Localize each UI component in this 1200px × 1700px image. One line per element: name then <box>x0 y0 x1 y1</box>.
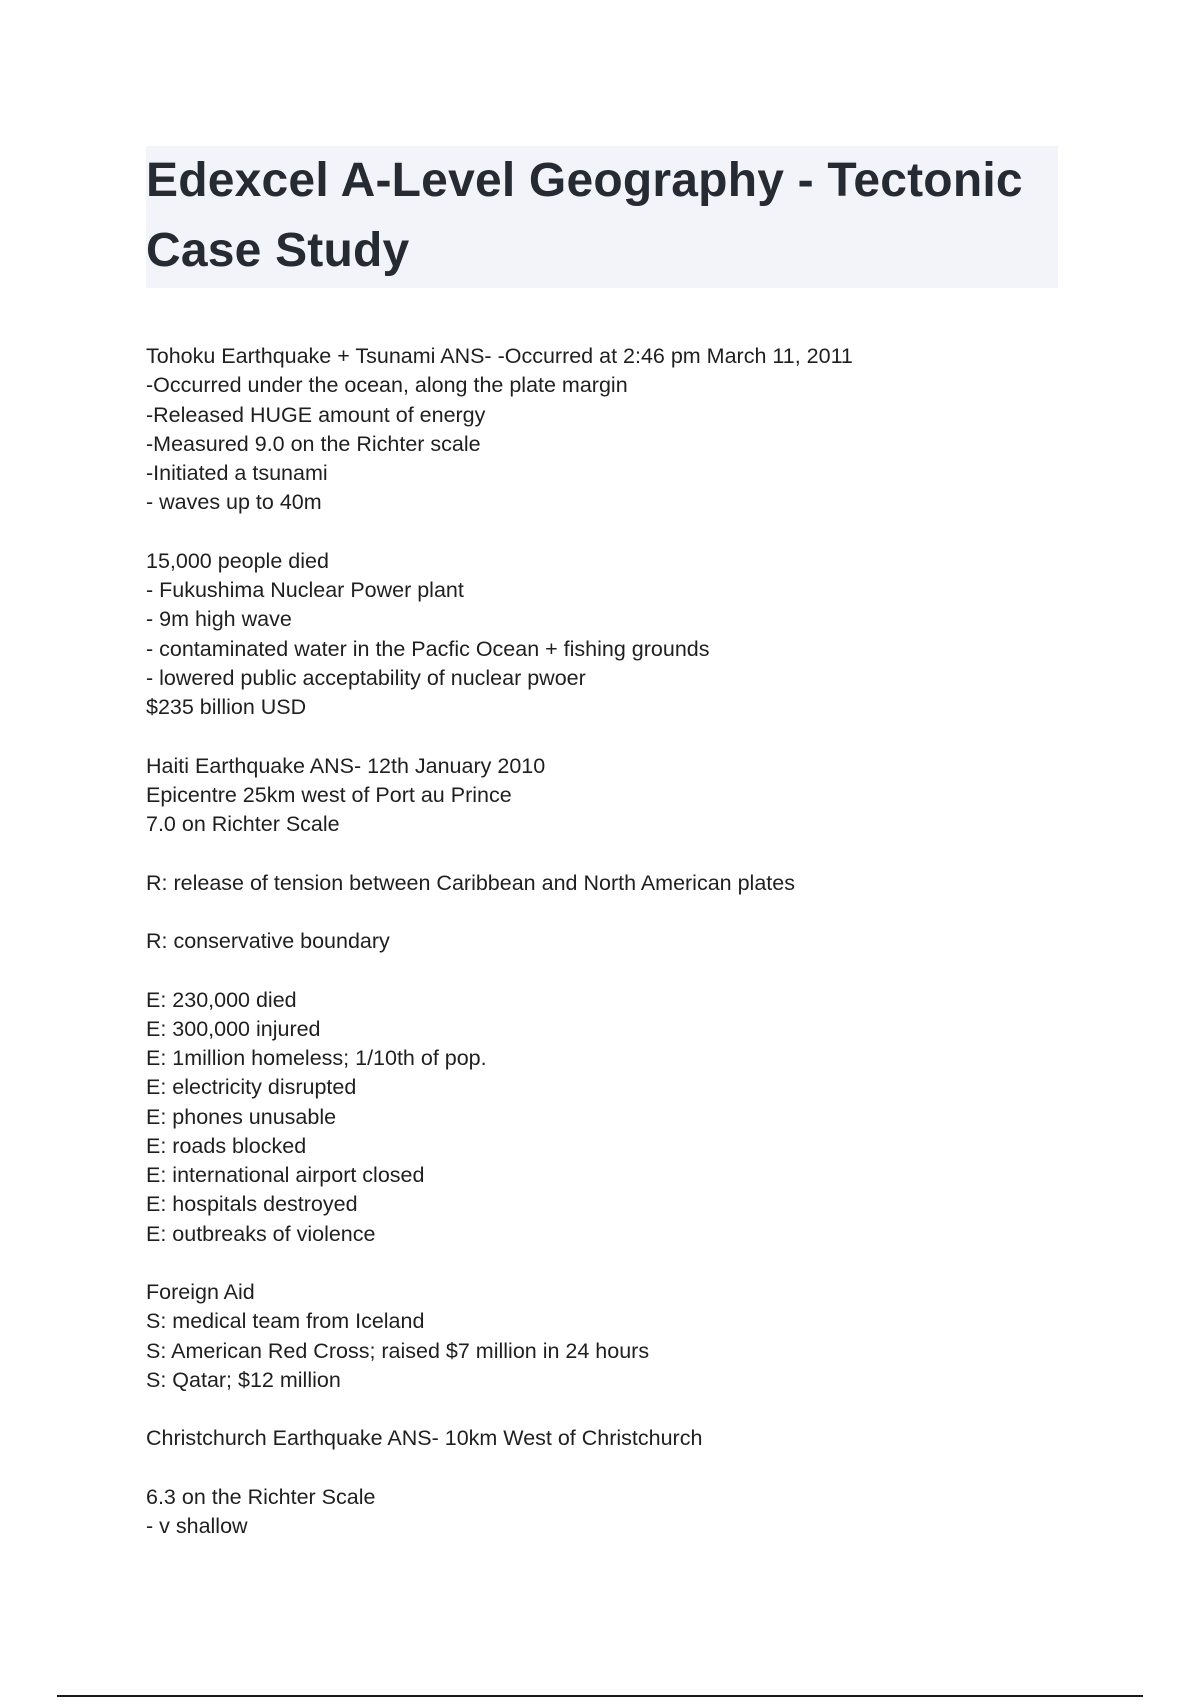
text-line: -Released HUGE amount of energy <box>146 402 486 427</box>
blank-line <box>146 518 1076 547</box>
blank-line <box>146 898 1076 927</box>
text-line: S: medical team from Iceland <box>146 1309 425 1334</box>
blank-line <box>146 956 1076 985</box>
text-line: 6.3 on the Richter Scale <box>146 1484 376 1509</box>
text-line: S: Qatar; $12 million <box>146 1367 341 1392</box>
text-line: R: release of tension between Caribbean and North American plates <box>146 870 795 895</box>
text-line: - lowered public acceptability of nuclear pwoer <box>146 665 586 690</box>
text-line: E: international airport closed <box>146 1163 425 1187</box>
text-line: 15,000 people died <box>146 548 329 573</box>
blank-line <box>146 1454 1076 1483</box>
text-line: E: roads blocked <box>146 1133 307 1158</box>
text-line: -Initiated a tsunami <box>146 461 328 485</box>
text-line: E: hospitals destroyed <box>146 1192 358 1217</box>
text-line: R: conservative boundary <box>146 929 390 953</box>
blank-line <box>146 1249 1076 1278</box>
text-line: - Fukushima Nuclear Power plant <box>146 578 464 602</box>
text-line: E: outbreaks of violence <box>146 1221 376 1246</box>
text-line: - v shallow <box>146 1514 248 1538</box>
text-line: - 9m high wave <box>146 607 292 632</box>
text-line: S: American Red Cross; raised $7 million in 24 hours <box>146 1338 650 1363</box>
text-line: E: electricity disrupted <box>146 1075 357 1100</box>
text-line: Tohoku Earthquake + Tsunami ANS- -Occurred at 2:46 pm March 11, 2011 <box>146 344 853 368</box>
text-line: Epicentre 25km west of Port au Prince <box>146 782 512 807</box>
text-line: E: 1million homeless; 1/10th of pop. <box>146 1046 487 1070</box>
document-body <box>146 342 1076 1541</box>
page-title: Edexcel A-Level Geography - Tectonic Case Study <box>146 154 1023 277</box>
blank-line <box>146 839 1076 868</box>
text-line: Christchurch Earthquake ANS- 10km West of Christchurch <box>146 1426 703 1451</box>
text-line: 7.0 on Richter Scale <box>146 812 340 836</box>
text-line: Haiti Earthquake ANS- 12th January 2010 <box>146 753 546 778</box>
text-line: $235 billion USD <box>146 695 307 719</box>
text-line: -Measured 9.0 on the Richter scale <box>146 431 481 456</box>
text-line: -Occurred under the ocean, along the plate margin <box>146 373 628 398</box>
title-box <box>146 146 1058 288</box>
text-line: E: 230,000 died <box>146 987 297 1012</box>
text-line: E: phones unusable <box>146 1104 337 1129</box>
blank-line <box>146 1395 1076 1424</box>
blank-line <box>146 722 1076 751</box>
text-line: - contaminated water in the Pacfic Ocean + fishing grounds <box>146 636 710 661</box>
text-line: - waves up to 40m <box>146 490 322 515</box>
bottom-rule <box>57 1695 1143 1697</box>
text-line: Foreign Aid <box>146 1280 255 1304</box>
text-line: E: 300,000 injured <box>146 1016 321 1041</box>
